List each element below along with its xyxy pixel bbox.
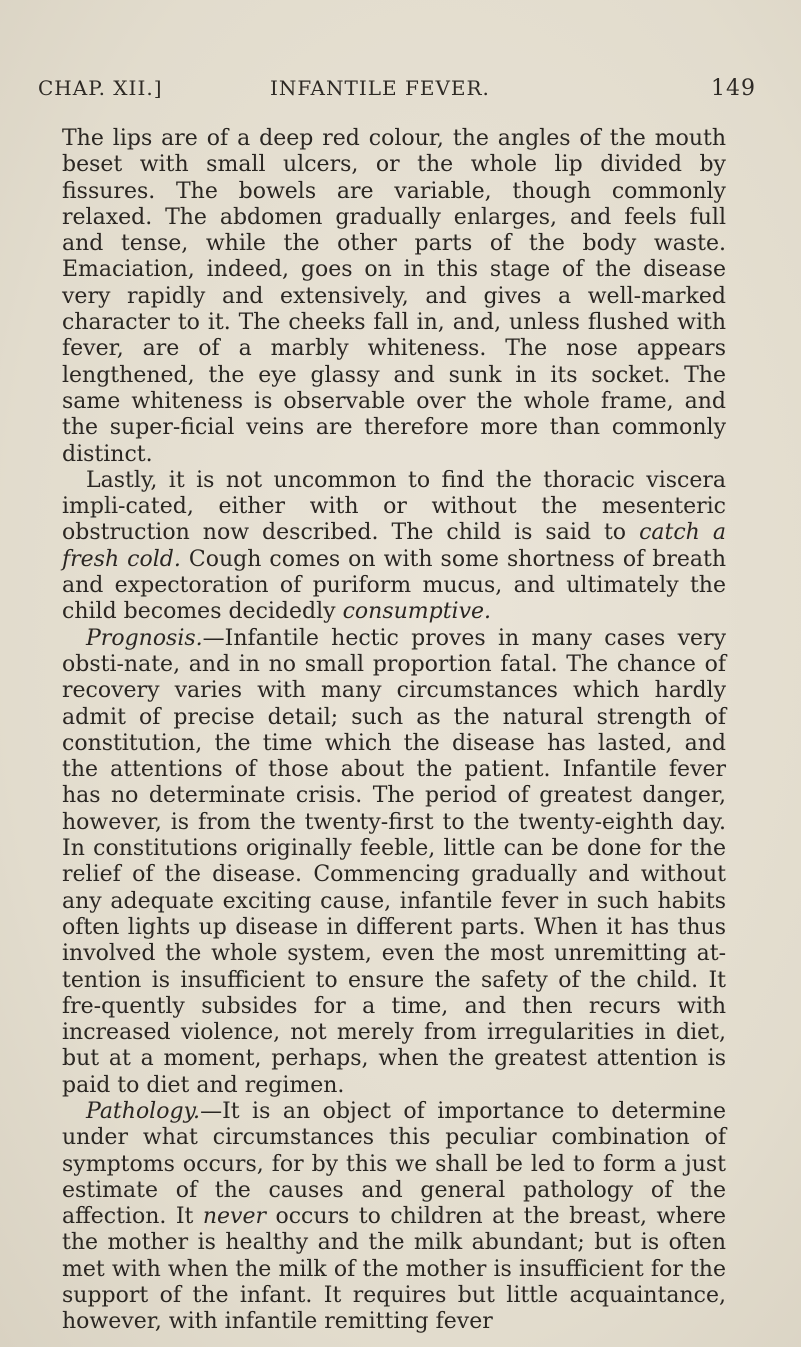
section-heading-pathology: Pathology. [86,1098,201,1124]
italic-phrase: catch a fresh cold. [62,520,726,572]
paragraph-text: Cough comes on with some shortness of breath and expectoration of puriform mucus, and ultimately the child becomes decidedly [62,546,727,625]
page-number: 149 [711,76,756,101]
chapter-label: CHAP. XII.] [38,76,163,100]
paragraph-pathology [62,1099,726,1336]
running-title: INFANTILE FEVER. [270,76,490,100]
running-head [38,76,756,108]
italic-word: never [202,1204,266,1230]
italic-phrase: consumptive. [342,599,492,625]
paragraph-text: —It is an object of importance to determine under what circumstances this peculiar combination of symptoms occurs, for by this we shall be led to form a just estimate of the causes and general pathology of the affection. It [62,1098,726,1230]
paragraph-prognosis [62,626,726,1099]
paragraph-text: occurs to children at the breast, where the mother is healthy and the milk abundant; but is often met with when the milk of the mother is insufficient for the support of the infant. It requires but little acquaintance, however, with infantile remitting fever [62,1204,726,1335]
paragraph-text: Lastly, it is not uncommon to find the thoracic viscera impli-cated, either with or without the mesenteric obstruction now described. The child is said to [62,467,726,546]
paragraph-text: —Infantile hectic proves in many cases very obsti-nate, and in no small proportion fatal. The chance of recovery varies with many circumstances which hardly admit of precise detail; such as the natural strength of constitution, the time which the disease has lasted, and the attentions of those about the patient. Infantile fever has no determinate crisis. The period of greatest danger, however, is from the twenty-first to the twenty-eighth day. In constitutions originally feeble, little can be done for the relief of the disease. Commencing gradually and without any adequate exciting cause, infantile fever in such habits often lights up disease in different parts. When it has thus involved the whole system, even the most unremitting at-tention is insufficient to ensure the safety of the child. It fre-quently subsides for a time, and then recurs with increased violence, not merely from irregularities in diet, but at a moment, perhaps, when the greatest attention is paid to diet and regimen. [62,625,726,1098]
paragraph-text: The lips are of a deep red colour, the angles of the mouth beset with small ulcers, or the whole lip divided by fissures. The bowels are variable, though commonly relaxed. The abdomen gradually enlarges, and feels full and tense, while the other parts of the body waste. Emaciation, indeed, goes on in this stage of the disease very rapidly and extensively, and gives a well-marked character to it. The cheeks fall in, and, unless flushed with fever, are of a marbly whiteness. The nose appears lengthened, the eye glassy and sunk in its socket. The same whiteness is observable over the whole frame, and the super-ficial veins are therefore more than commonly distinct. [62,126,726,467]
body-text [62,126,726,1336]
section-heading-prognosis: Prognosis. [86,625,203,651]
paragraph-lastly [62,468,726,626]
paragraph-lips [62,126,726,468]
